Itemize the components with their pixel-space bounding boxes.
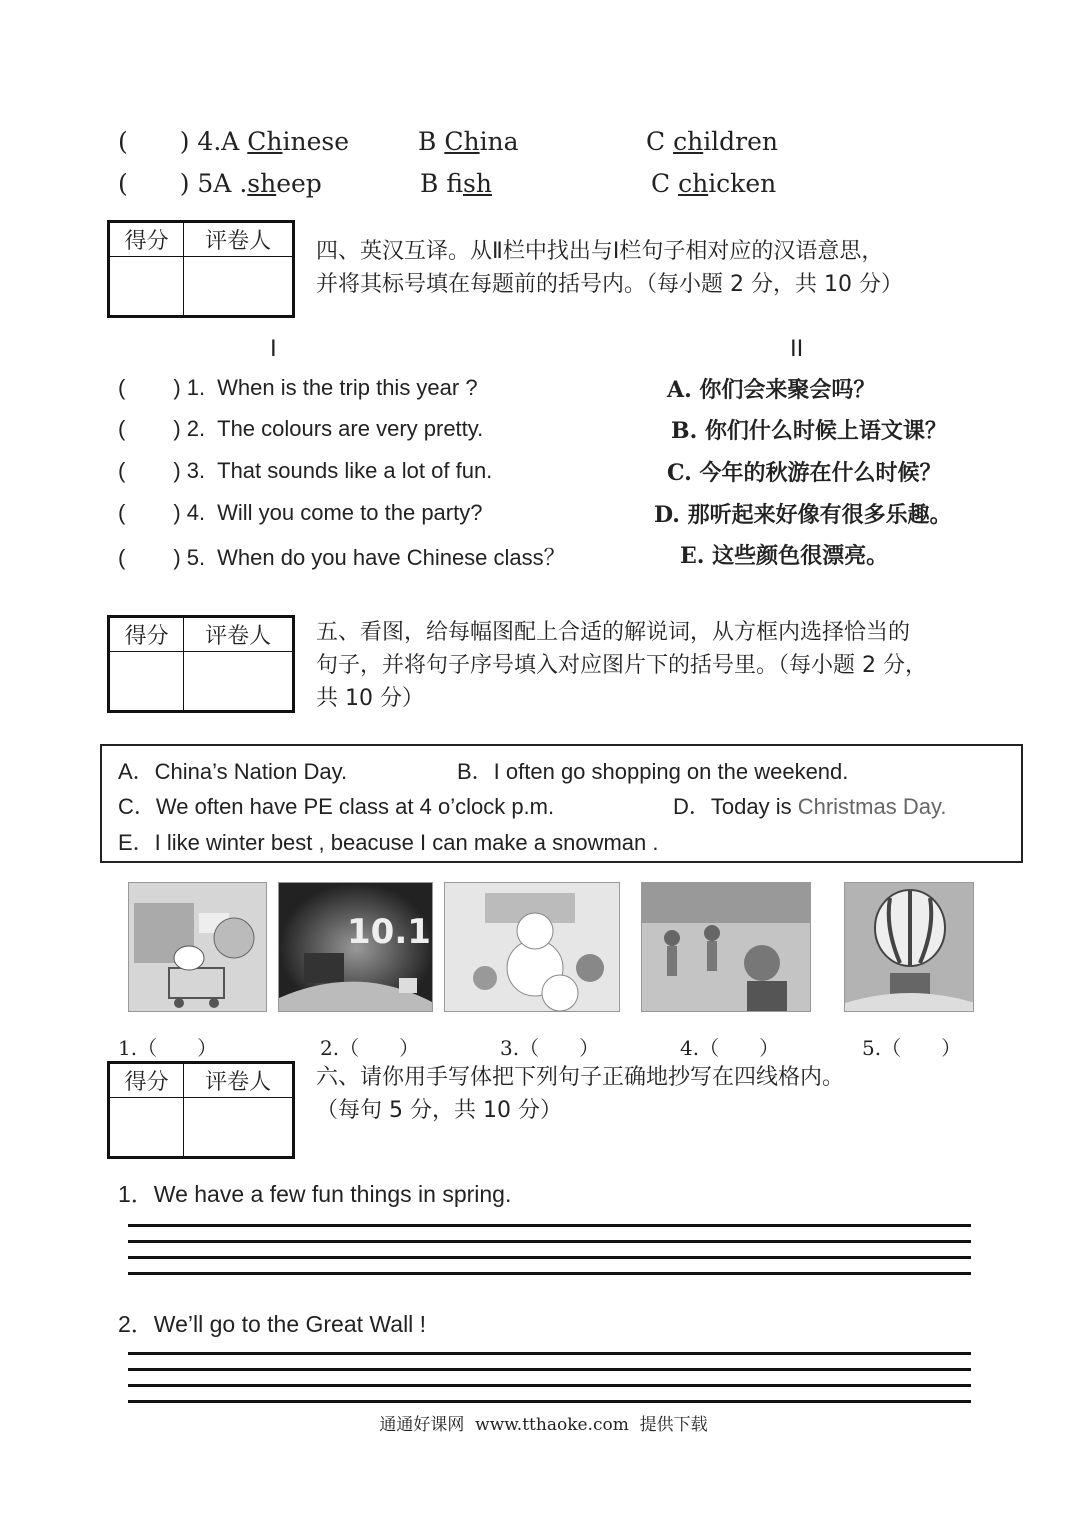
english-sentence: When do you have Chinese class？ [217, 545, 566, 570]
matching-item-5: ( ) 5. When do you have Chinese class？ [118, 545, 566, 570]
answer-paren[interactable]: ( [118, 416, 126, 441]
answer-paren[interactable]: ( [118, 458, 126, 483]
matching-item-4: ( ) 4. Will you come to the party? [118, 500, 483, 525]
column-header-1: I [270, 335, 277, 362]
picture-answer-blank-5[interactable]: 5.（ ） [862, 1036, 962, 1060]
phonics-row-5-c: C chicken [651, 169, 777, 198]
phonics-row-5: ( ) 5A .sheep [118, 169, 322, 198]
option-c: C．We often have PE class at 4 o’clock p.m. [118, 794, 555, 819]
grader-cell[interactable] [184, 1098, 293, 1157]
snowman-picture [444, 882, 620, 1012]
chinese-option-3: C. 今年的秋游在什么时候？ [667, 460, 942, 486]
grader-cell[interactable] [184, 652, 293, 711]
chinese-option-1: A. 你们会来聚会吗？ [667, 377, 876, 403]
column-header-2: II [790, 335, 804, 362]
pe-class-picture [641, 882, 811, 1012]
balloon-scene-icon [845, 883, 974, 1012]
national-day-picture [278, 882, 433, 1012]
score-box-section4 [107, 220, 295, 318]
national-day-scene-icon [279, 883, 433, 1012]
answer-paren[interactable]: ( [118, 545, 126, 570]
section5-title: 五、看图，给每幅图配上合适的解说词，从方框内选择恰当的 句子，并将句子序号填入对应图片下的括号里。（每小题 2 分， 共 10 分） [316, 620, 927, 711]
option-a: A．China’s Nation Day. [118, 759, 348, 784]
svg-text:10.1: 10.1 [347, 912, 431, 952]
section4-title: 四、英汉互译。从Ⅱ栏中找出与Ⅰ栏句子相对应的汉语意思， 并将其标号填在每题前的括号内。（每小题 2 分，共 10 分） [316, 239, 903, 297]
option-b: B．I often go shopping on the weekend. [457, 759, 849, 784]
english-sentence: The colours are very pretty. [217, 416, 484, 441]
picture-answer-blank-3[interactable]: 3.（ ） [500, 1036, 600, 1060]
option-d: D．Today is Christmas Day. [673, 794, 947, 819]
picture-answer-blank-4[interactable]: 4.（ ） [680, 1036, 780, 1060]
snowman-scene-icon [445, 883, 620, 1012]
score-cell[interactable] [110, 257, 184, 316]
phonics-row-5-b: B fish [420, 169, 492, 198]
option-e: E．I like winter best , beacuse I can make a snowman . [118, 830, 659, 855]
section6-title: 六、请你用手写体把下列句子正确地抄写在四线格内。 （每句 5 分，共 10 分） [316, 1065, 845, 1123]
four-line-grid-1[interactable] [128, 1224, 971, 1288]
pe-class-scene-icon [642, 883, 811, 1012]
score-cell[interactable] [110, 652, 184, 711]
picture-answer-blank-2[interactable]: 2.（ ） [320, 1036, 420, 1060]
shopping-picture [128, 882, 267, 1012]
balloon-picture [844, 882, 974, 1012]
chinese-option-4: D. 那听起来好像有很多乐趣。 [654, 502, 952, 528]
score-label: 得分 [110, 1064, 184, 1098]
answer-paren[interactable]: ( [118, 500, 126, 525]
phonics-row-4-c: C children [646, 127, 779, 156]
matching-item-2: ( ) 2. The colours are very pretty. [118, 416, 484, 441]
answer-paren[interactable]: ( [118, 375, 126, 400]
english-sentence: That sounds like a lot of fun. [217, 458, 493, 483]
grader-cell[interactable] [184, 257, 293, 316]
copy-sentence-2: 2．We’ll go to the Great Wall ! [118, 1311, 427, 1337]
copy-sentence-1: 1．We have a few fun things in spring. [118, 1181, 512, 1207]
english-sentence: When is the trip this year ? [217, 375, 478, 400]
score-box-section6 [107, 1061, 295, 1159]
score-label: 得分 [110, 618, 184, 652]
phonics-row-4: ( ) 4.A Chinese [118, 127, 350, 156]
four-line-grid-2[interactable] [128, 1352, 971, 1416]
score-box-section5 [107, 615, 295, 713]
matching-item-3: ( ) 3. That sounds like a lot of fun. [118, 458, 493, 483]
grader-label: 评卷人 [184, 618, 293, 652]
footer: 通通好课网 www.tthaoke.com 提供下载 [379, 1415, 708, 1435]
score-cell[interactable] [110, 1098, 184, 1157]
matching-item-1: ( ) 1. When is the trip this year ? [118, 375, 478, 400]
score-label: 得分 [110, 223, 184, 257]
shopping-scene-icon [129, 883, 267, 1012]
picture-answer-blank-1[interactable]: 1.（ ） [118, 1036, 218, 1060]
grader-label: 评卷人 [184, 223, 293, 257]
chinese-option-5: E. 这些颜色很漂亮。 [680, 543, 889, 569]
english-sentence: Will you come to the party? [217, 500, 483, 525]
chinese-option-2: B. 你们什么时候上语文课？ [671, 418, 947, 444]
grader-label: 评卷人 [184, 1064, 293, 1098]
phonics-row-4-b: B China [418, 127, 519, 156]
